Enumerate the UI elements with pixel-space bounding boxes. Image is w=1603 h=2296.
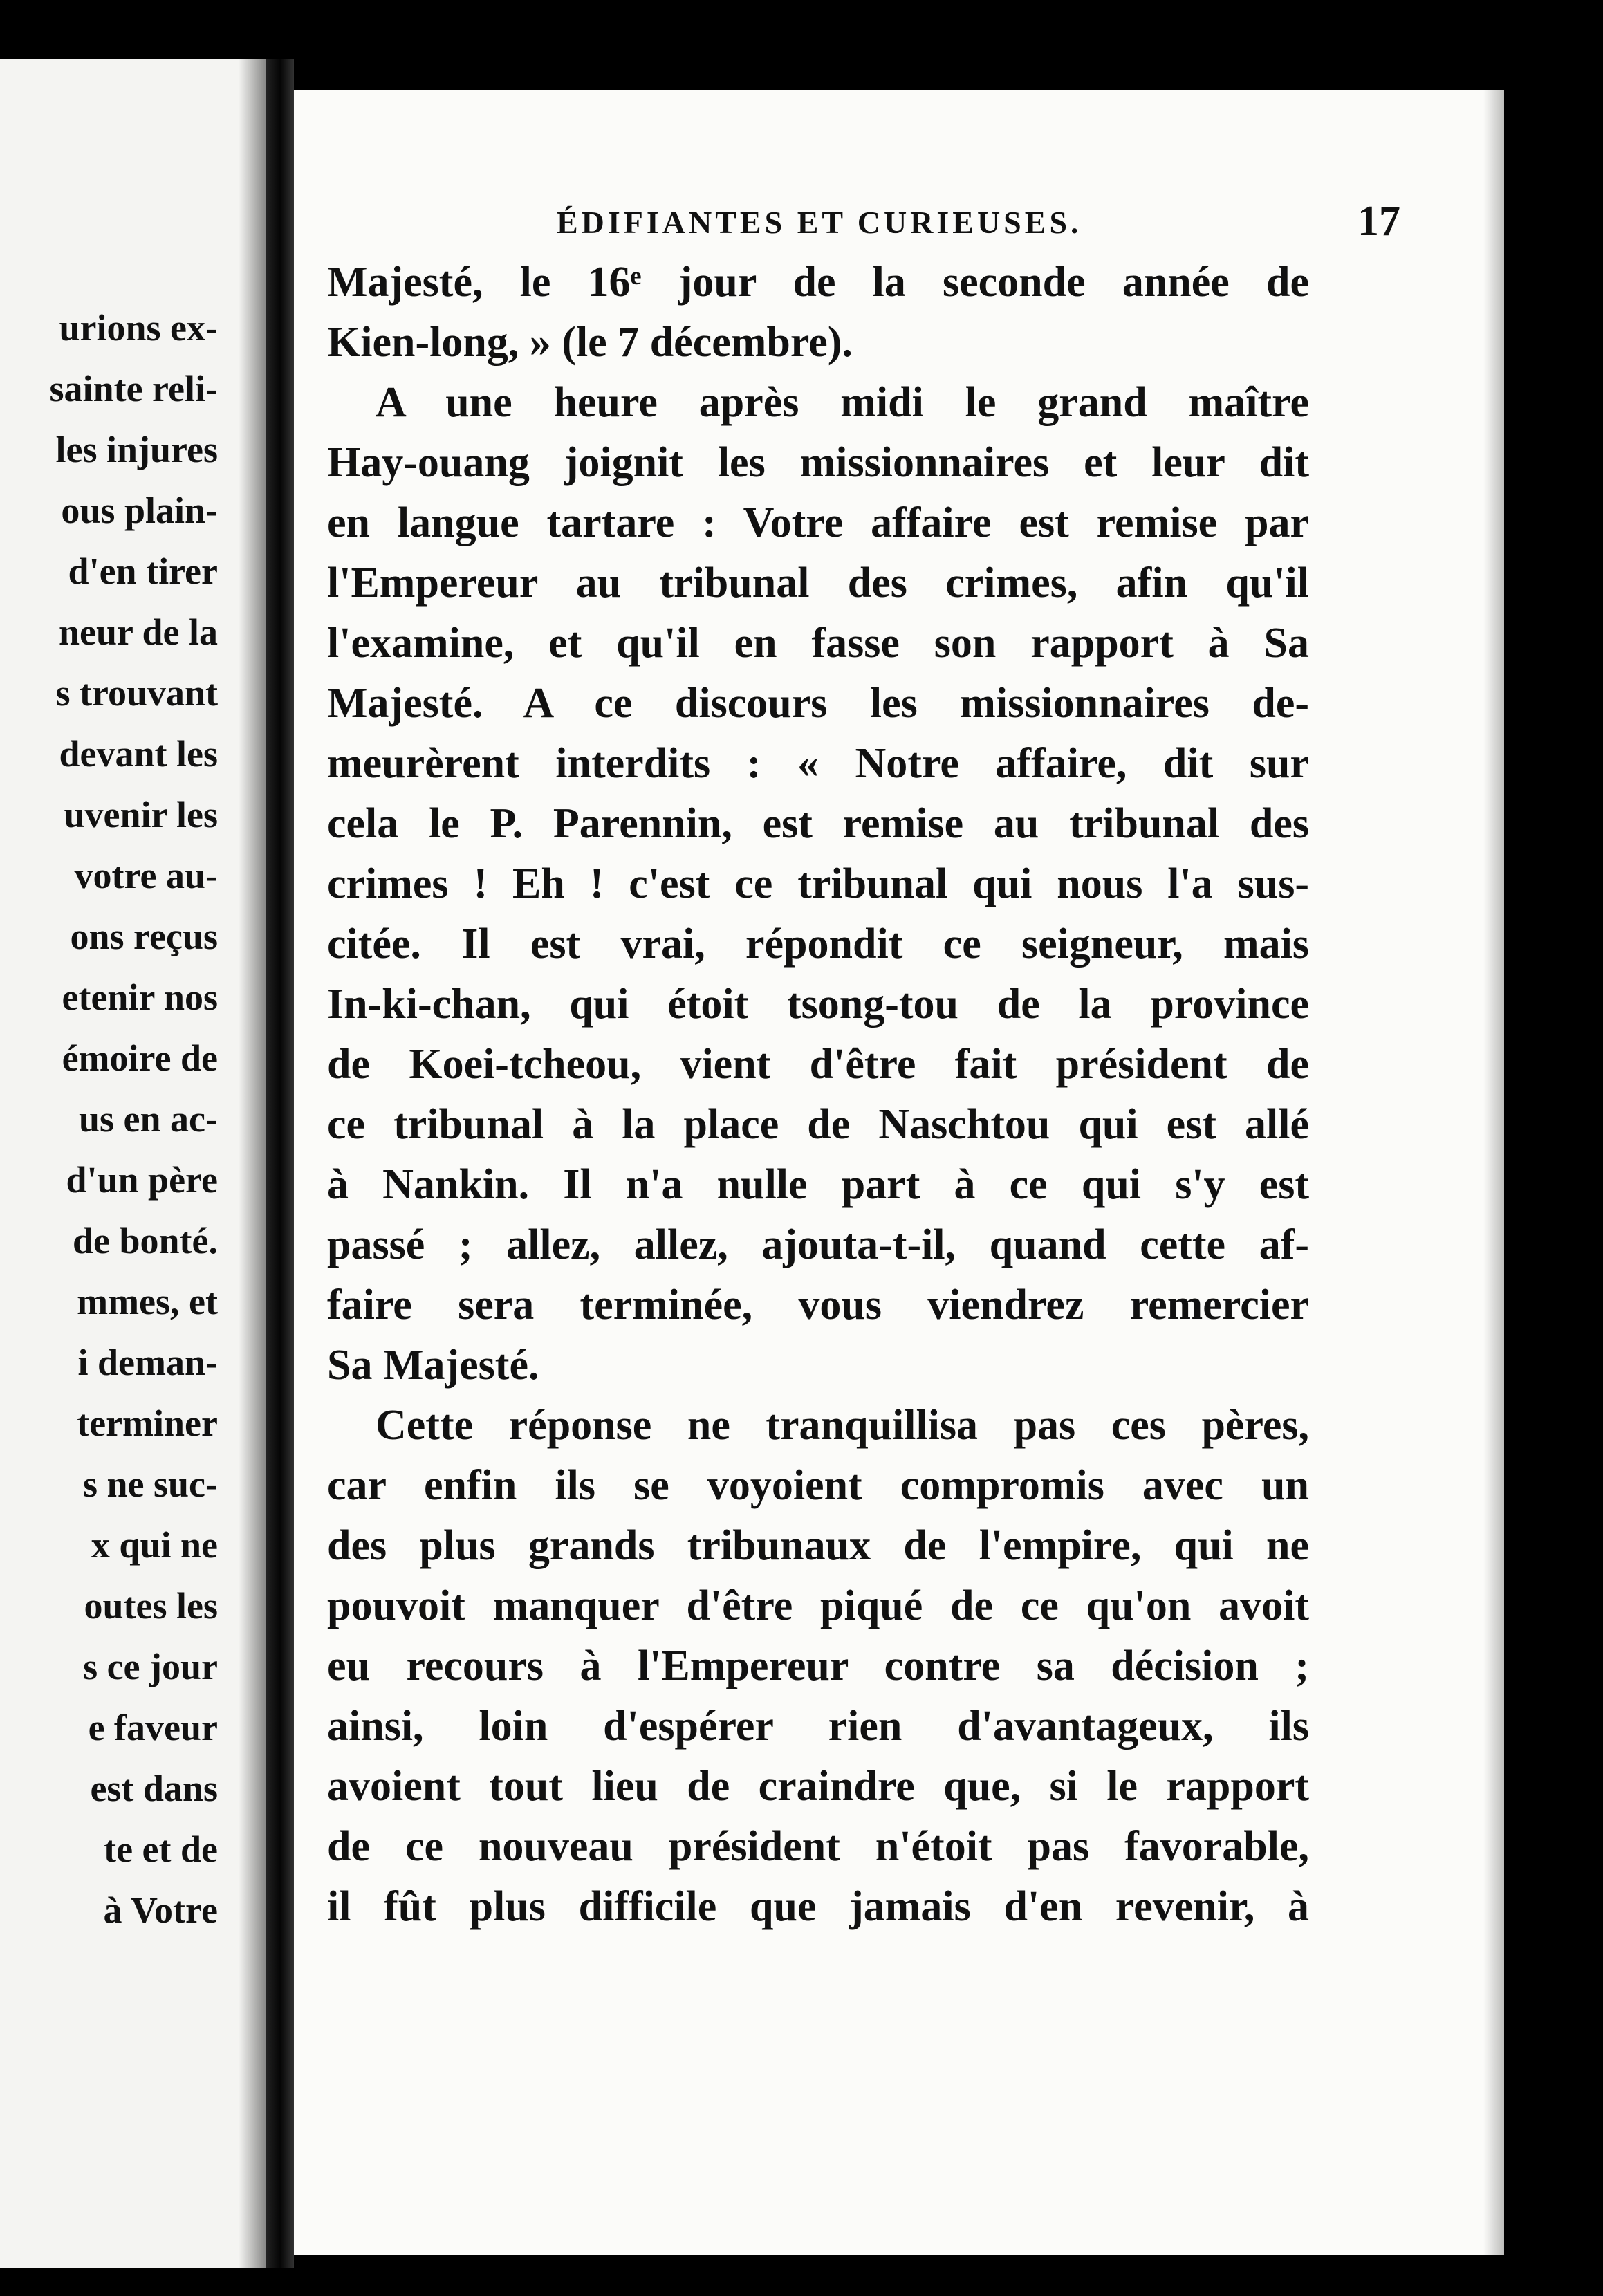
text-line: cela le P. Parennin, est remise au tribunal des (327, 800, 1309, 847)
text-line: In-ki-chan, qui étoit tsong-tou de la province (327, 981, 1309, 1028)
text-line: Kien-long, » (le 7 décembre). (327, 319, 853, 366)
page-shadow (239, 59, 266, 2268)
text-line: il fût plus difficile que jamais d'en revenir, à (327, 1883, 1309, 1930)
text-line: l'Empereur au tribunal des crimes, afin qu'il (327, 559, 1309, 607)
previous-page-line: i deman- (77, 1342, 218, 1383)
page-edge-shadow (1483, 90, 1504, 2255)
text-line: avoient tout lieu de craindre que, si le rapport (327, 1763, 1309, 1810)
previous-page-text (50, 297, 218, 1941)
text-line: crimes ! Eh ! c'est ce tribunal qui nous l'a sus- (327, 860, 1309, 907)
text-line: Hay-ouang joignit les missionnaires et leur dit (327, 439, 1309, 486)
previous-page-line: sainte reli- (49, 368, 218, 409)
previous-page-line: d'en tirer (68, 550, 218, 592)
text-line: citée. Il est vrai, répondit ce seigneur, mais (327, 920, 1309, 968)
previous-page-line: x qui ne (91, 1524, 218, 1566)
previous-page-line: émoire de (62, 1037, 218, 1079)
previous-page-line: uvenir les (64, 794, 218, 835)
page-number: 17 (1358, 198, 1400, 245)
text-line: en langue tartare : Votre affaire est remise par (327, 499, 1309, 546)
text-line: de Koei-tcheou, vient d'être fait président de (327, 1041, 1309, 1088)
text-line: A une heure après midi le grand maître (376, 379, 1309, 426)
text-line: eu recours à l'Empereur contre sa décision ; (327, 1642, 1309, 1689)
previous-page-line: us en ac- (79, 1098, 218, 1140)
text-line: Sa Majesté. (327, 1342, 539, 1389)
current-page (294, 90, 1504, 2255)
text-line: Majesté, le 16ᵉ jour de la seconde année de (327, 259, 1309, 306)
previous-page-line: urions ex- (59, 307, 218, 349)
previous-page-line: s ce jour (83, 1646, 218, 1687)
text-line: pouvoit manquer d'être piqué de ce qu'on avoit (327, 1582, 1309, 1629)
previous-page-line: mmes, et (77, 1281, 218, 1322)
text-line: meurèrent interdits : « Notre affaire, dit sur (327, 740, 1309, 787)
text-line: des plus grands tribunaux de l'empire, qui ne (327, 1522, 1309, 1569)
previous-page-line: à Votre (103, 1889, 218, 1931)
previous-page-line: d'un père (66, 1159, 218, 1201)
previous-page-line: ous plain- (61, 490, 218, 531)
previous-page-line: est dans (90, 1768, 218, 1809)
text-line: à Nankin. Il n'a nulle part à ce qui s'y est (327, 1161, 1309, 1208)
previous-page-line: s trouvant (55, 672, 218, 714)
text-line: passé ; allez, allez, ajouta-t-il, quand cette af- (327, 1221, 1309, 1268)
previous-page-line: ons reçus (70, 916, 218, 957)
previous-page-line: outes les (84, 1585, 218, 1627)
body-text (327, 252, 1309, 1937)
previous-page-line: s ne suc- (82, 1463, 218, 1505)
text-line: ce tribunal à la place de Naschtou qui est allé (327, 1101, 1309, 1148)
previous-page-line: e faveur (88, 1707, 218, 1748)
previous-page-line: te et de (104, 1829, 218, 1870)
book-gutter (266, 59, 294, 2268)
previous-page-line: les injures (55, 429, 218, 470)
previous-page-line: de bonté. (72, 1220, 218, 1261)
previous-page-fragment (0, 59, 266, 2268)
text-line: Majesté. A ce discours les missionnaires de- (327, 680, 1309, 727)
previous-page-line: votre au- (74, 855, 218, 896)
text-line: ainsi, loin d'espérer rien d'avantageux, ils (327, 1703, 1309, 1750)
text-line: Cette réponse ne tranquillisa pas ces pères, (376, 1402, 1309, 1449)
text-line: car enfin ils se voyoient compromis avec un (327, 1462, 1309, 1509)
previous-page-line: devant les (59, 733, 218, 775)
text-line: l'examine, et qu'il en fasse son rapport à Sa (327, 620, 1309, 667)
previous-page-line: neur de la (58, 611, 218, 653)
previous-page-line: terminer (77, 1402, 218, 1444)
text-line: de ce nouveau président n'étoit pas favorable, (327, 1823, 1309, 1870)
text-line: faire sera terminée, vous viendrez remercier (327, 1281, 1309, 1328)
previous-page-line: etenir nos (62, 976, 218, 1018)
running-head-title: ÉDIFIANTES ET CURIEUSES. (557, 205, 1082, 240)
running-head (557, 197, 1400, 252)
